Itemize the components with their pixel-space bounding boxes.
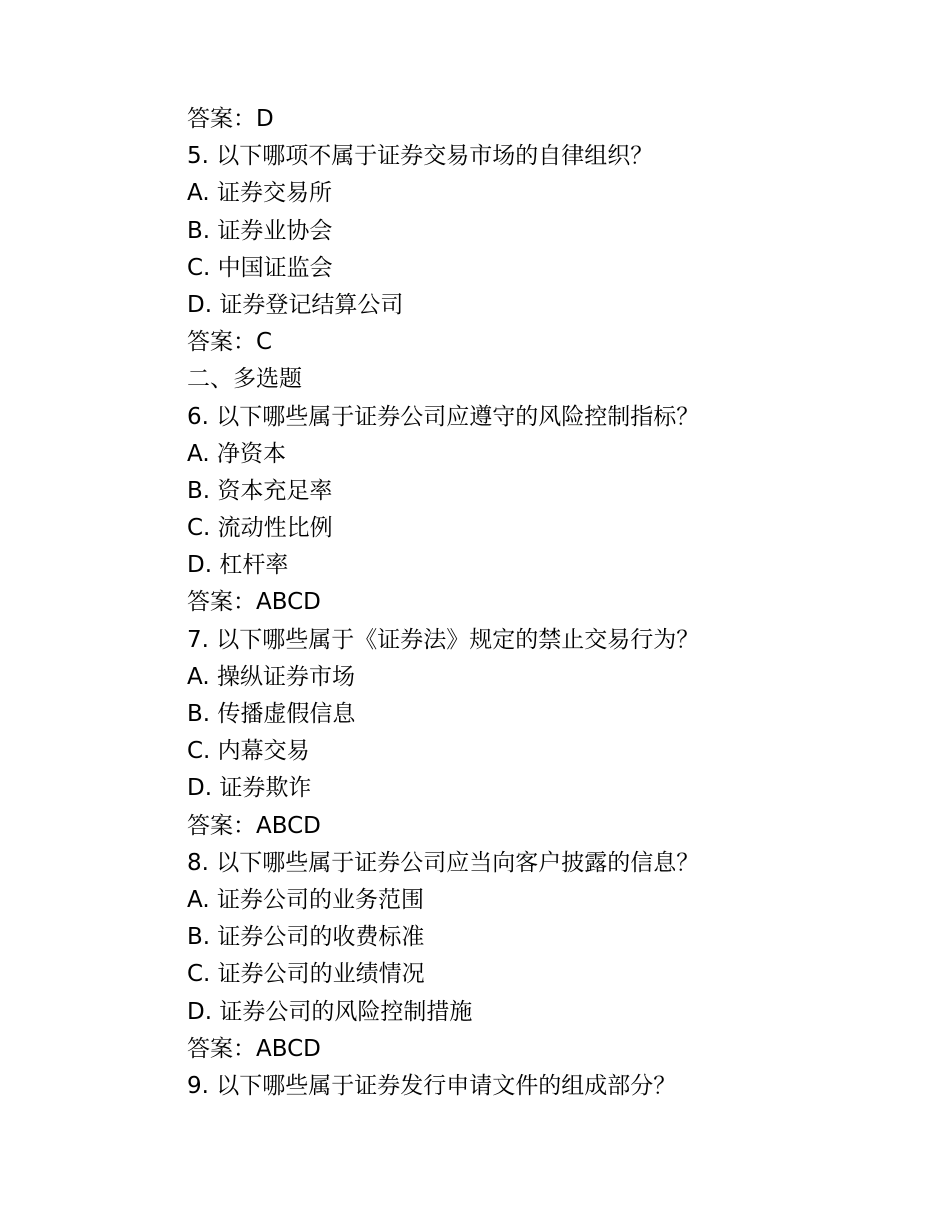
option-line: C. 证券公司的业绩情况 (187, 961, 425, 988)
option-line: D. 证券公司的风险控制措施 (187, 998, 473, 1025)
question-line: 5. 以下哪项不属于证券交易市场的自律组织？ (187, 143, 654, 170)
question-line: 8. 以下哪些属于证券公司应当向客户披露的信息？ (187, 849, 700, 876)
question-line: 9. 以下哪些属于证券发行申请文件的组成部分？ (187, 1072, 677, 1099)
answer-line: 答案：C (187, 329, 273, 356)
option-line: B. 证券公司的收费标准 (187, 924, 425, 951)
answer-line: 答案：D (187, 106, 274, 132)
option-line: A. 净资本 (187, 440, 286, 467)
option-line: B. 传播虚假信息 (187, 701, 356, 727)
question-line: 6. 以下哪些属于证券公司应遵守的风险控制指标？ (187, 403, 700, 430)
option-line: D. 证券欺诈 (187, 775, 312, 802)
answer-line: 答案：ABCD (187, 812, 321, 839)
option-line: C. 内幕交易 (187, 738, 310, 765)
option-line: B. 资本充足率 (187, 477, 333, 504)
question-line: 7. 以下哪些属于《证券法》规定的禁止交易行为？ (187, 626, 700, 653)
option-line: A. 证券公司的业务范围 (187, 886, 424, 913)
section-heading: 二、多选题 (187, 366, 302, 393)
answer-line: 答案：ABCD (187, 589, 321, 616)
option-line: D. 杠杆率 (187, 552, 289, 579)
answer-line: 答案：ABCD (187, 1035, 321, 1062)
option-line: A. 证券交易所 (187, 180, 332, 207)
document-body (187, 101, 907, 1105)
option-line: A. 操纵证券市场 (187, 663, 355, 690)
option-line: B. 证券业协会 (187, 217, 333, 244)
option-line: C. 流动性比例 (187, 515, 333, 542)
option-line: C. 中国证监会 (187, 254, 333, 281)
option-line: D. 证券登记结算公司 (187, 291, 404, 318)
